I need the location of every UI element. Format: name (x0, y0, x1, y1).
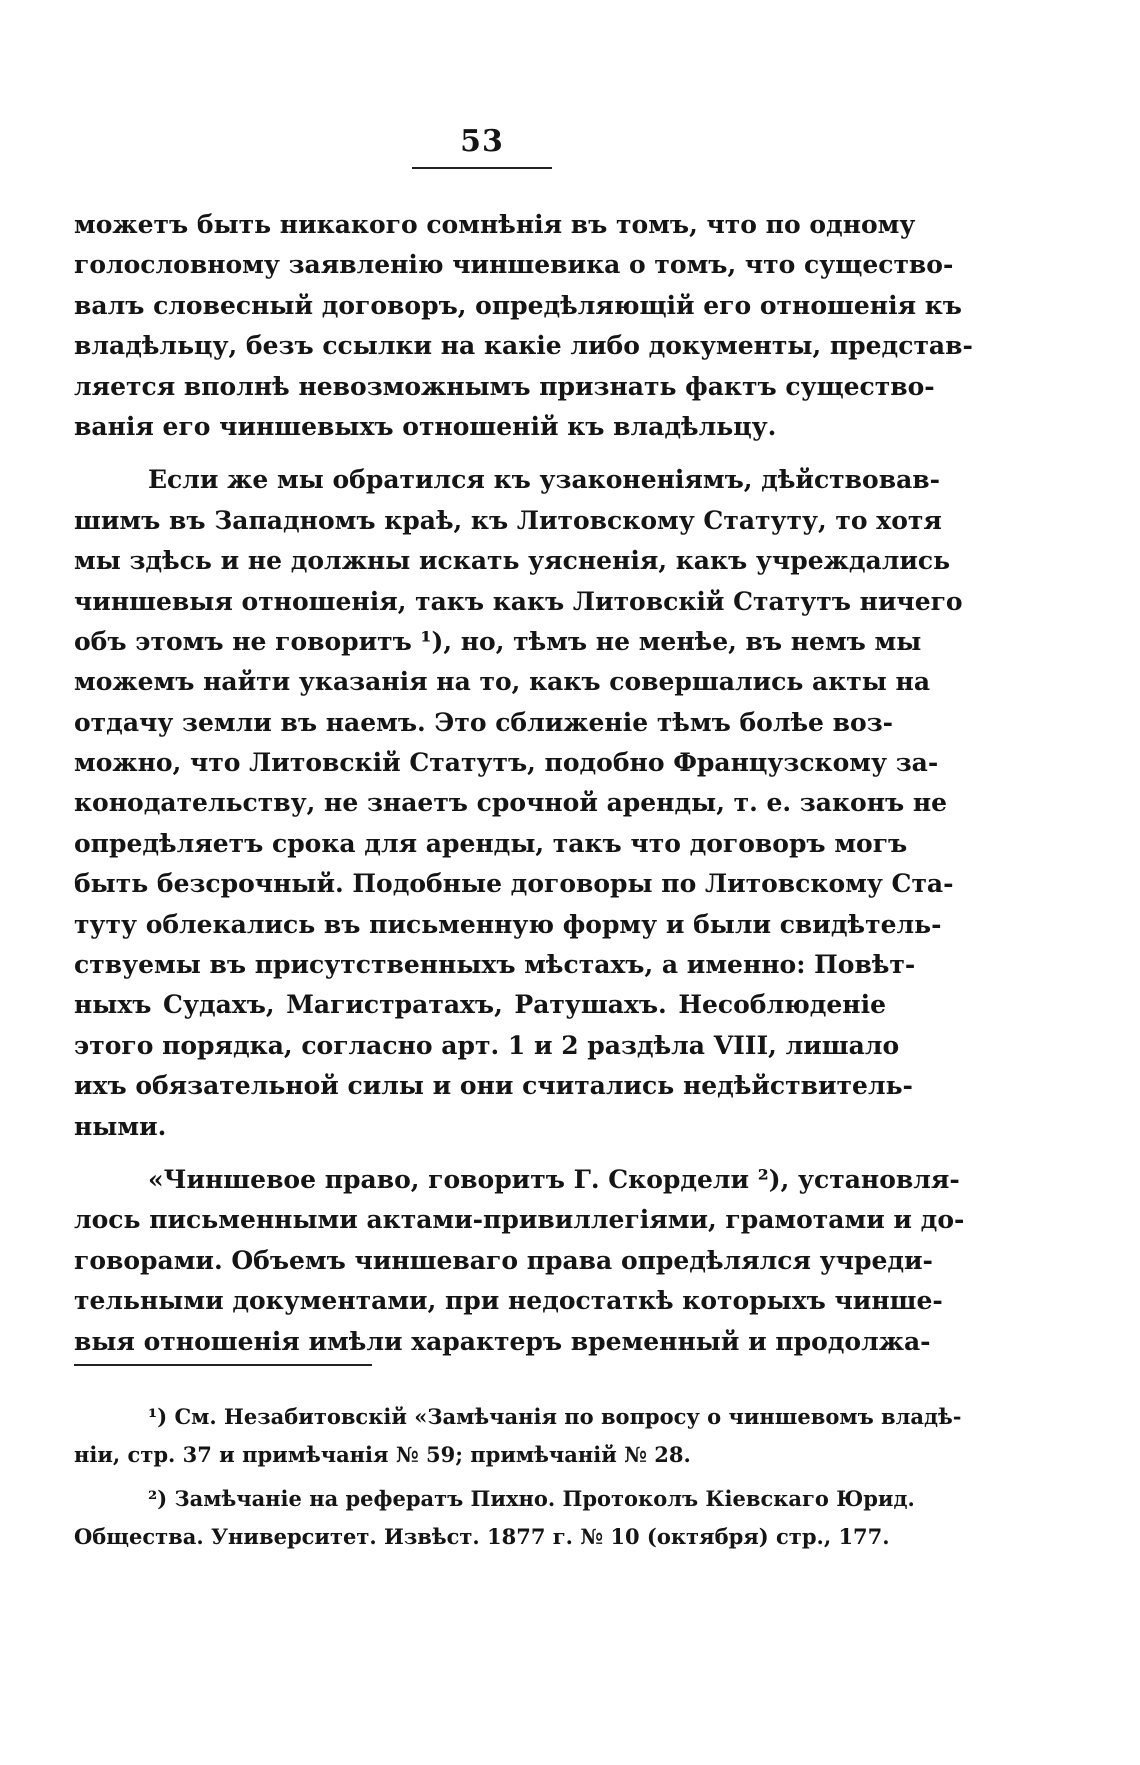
text-line: выя отношенія имѣли характеръ временный и продолжа- (74, 1326, 931, 1356)
text-line: ными. (74, 1111, 167, 1141)
text-line: «Чиншевое право, говоритъ Г. Скордели ²), установля- (148, 1164, 960, 1194)
text-line: говорами. Объемъ чиншеваго права опредѣлялся учреди- (74, 1245, 933, 1275)
text-line: быть безсрочный. Подобные договоры по Литовскому Ста- (74, 869, 954, 899)
footnotes (74, 1398, 962, 1556)
text-line: можетъ быть никакого сомнѣнія въ томъ, что по одному (74, 210, 916, 239)
text-line: тельными документами, при недостаткѣ которыхъ чинше- (74, 1286, 943, 1316)
text-line: можно, что Литовскій Статутъ, подобно Французскому за- (74, 748, 939, 778)
footnote-line: ¹) См. Незабитовскій «Замѣчанія по вопросу о чиншевомъ владѣ- (148, 1404, 962, 1429)
text-line: мы здѣсь и не должны искать уясненія, какъ учреждались (74, 546, 951, 576)
text-line: объ этомъ не говоритъ ¹), но, тѣмъ не менѣе, въ немъ мы (74, 626, 922, 656)
text-line: ихъ обязательной силы и они считались недѣйствитель- (74, 1071, 913, 1101)
text-line: лось письменными актами-привиллегіями, грамотами и до- (74, 1205, 965, 1235)
text-line: Если же мы обратился къ узаконеніямъ, дѣйствовав- (148, 465, 941, 495)
footnote-rule (74, 1364, 372, 1366)
text-line: опредѣляетъ срока для аренды, такъ что договоръ могъ (74, 828, 908, 858)
footnote-line: ²) Замѣчаніе на рефератъ Пихно. Протоколъ Кіевскаго Юрид. (148, 1486, 915, 1511)
text-line: чиншевыя отношенія, такъ какъ Литовскій Статутъ ничего (74, 586, 963, 616)
text-line: ныхъ Судахъ, Магистратахъ, Ратушахъ. Несоблюденіе (74, 990, 886, 1020)
text-line: владѣльцу, безъ ссылки на какіе либо документы, представ- (74, 331, 973, 361)
text-line: ствуемы въ присутственныхъ мѣстахъ, а именно: Повѣт- (74, 950, 916, 980)
text-line: ванія его чиншевыхъ отношеній къ владѣльцу. (74, 411, 777, 441)
text-line: можемъ найти указанія на то, какъ совершались акты на (74, 667, 931, 697)
page-number: 53 (460, 124, 504, 159)
footnote-line: Общества. Университет. Извѣст. 1877 г. № 10 (октября) стр., 177. (74, 1524, 890, 1549)
footnote-line: ніи, стр. 37 и примѣчанія № 59; примѣчаній № 28. (74, 1442, 691, 1467)
text-line: шимъ въ Западномъ краѣ, къ Литовскому Статуту, то хотя (74, 505, 942, 535)
text-line: конодательству, не знаетъ срочной аренды, т. е. законъ не (74, 788, 948, 818)
text-line: голословному заявленію чиншевика о томъ, что существо- (74, 250, 954, 280)
text-line: ляется вполнѣ невозможнымъ признать фактъ существо- (74, 371, 935, 401)
text-line: этого порядка, согласно арт. 1 и 2 раздѣла VIII, лишало (74, 1030, 900, 1060)
text-line: отдачу земли въ наемъ. Это сближеніе тѣмъ болѣе воз- (74, 707, 894, 737)
text-line: валъ словесный договоръ, опредѣляющій его отношенія къ (74, 290, 962, 320)
header-rule (412, 167, 552, 169)
body-text (74, 205, 973, 1362)
text-line: туту облекались въ письменную форму и были свидѣтель- (74, 909, 942, 939)
